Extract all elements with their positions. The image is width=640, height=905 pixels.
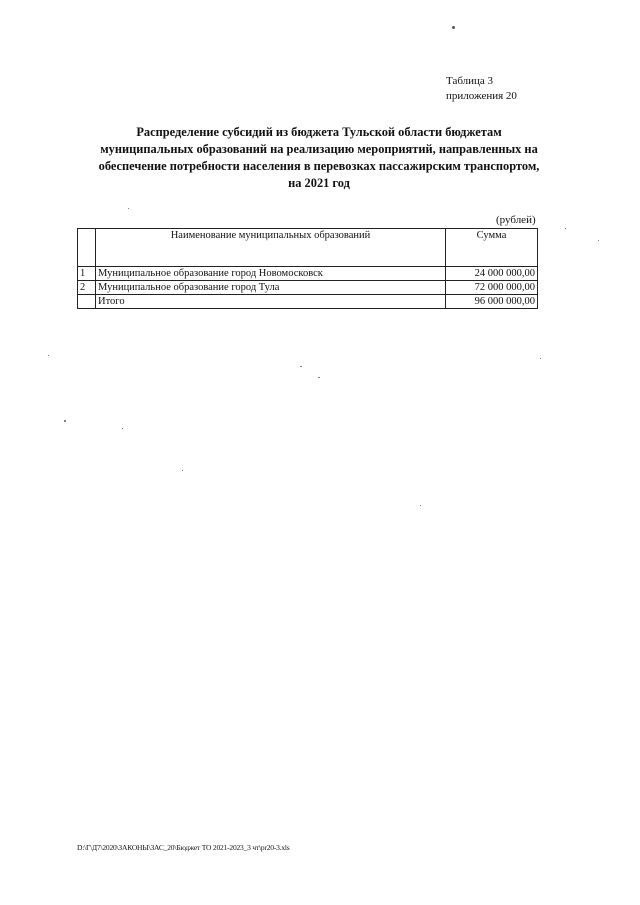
table-row: [78, 267, 538, 281]
table-reference-note: [446, 74, 517, 104]
scan-speck: [598, 240, 599, 241]
appendix-number: приложения 20: [446, 90, 517, 102]
scan-speck: [318, 377, 320, 378]
file-path-footer: D:\Г\Д7\2020\ЗАКОНЫ\ЗАС_20\Бюджет ТО 2021-2023_3 чт\pr20-3.xls: [77, 843, 290, 852]
scan-speck: [452, 26, 455, 29]
currency-units: (рублей): [496, 214, 536, 226]
title-line: муниципальных образований на реализацию мероприятий, направленных на: [100, 142, 538, 156]
row-municipality: Муниципальное образование город Тула: [96, 281, 446, 295]
header-amount: Сумма: [446, 229, 538, 267]
scan-speck: [128, 208, 129, 209]
row-amount: 24 000 000,00: [446, 267, 538, 281]
row-municipality: Муниципальное образование город Новомосковск: [96, 267, 446, 281]
scan-speck: [420, 505, 421, 506]
scan-speck: [48, 355, 49, 356]
row-amount: 72 000 000,00: [446, 281, 538, 295]
scan-speck: [122, 428, 123, 429]
title-line: обеспечение потребности населения в перевозках пассажирским транспортом,: [98, 159, 540, 173]
header-municipality: Наименование муниципальных образований: [96, 229, 446, 267]
total-amount: 96 000 000,00: [446, 295, 538, 309]
total-label: Итого: [96, 295, 446, 309]
row-number: [78, 295, 96, 309]
scan-speck: [540, 358, 541, 359]
title-line: Распределение субсидий из бюджета Тульской области бюджетам: [136, 125, 502, 139]
title-line: на 2021 год: [288, 176, 350, 190]
scan-speck: [64, 420, 66, 422]
table-row: [78, 281, 538, 295]
scan-speck: [300, 366, 302, 367]
row-number: 1: [78, 267, 96, 281]
document-title: [78, 124, 560, 192]
scan-speck: [565, 228, 566, 229]
table-header-row: [78, 229, 538, 267]
table-number: Таблица 3: [446, 75, 494, 87]
table-total-row: [78, 295, 538, 309]
subsidy-table: [77, 228, 538, 309]
scan-speck: [182, 470, 183, 471]
row-number: 2: [78, 281, 96, 295]
header-number: [78, 229, 96, 267]
